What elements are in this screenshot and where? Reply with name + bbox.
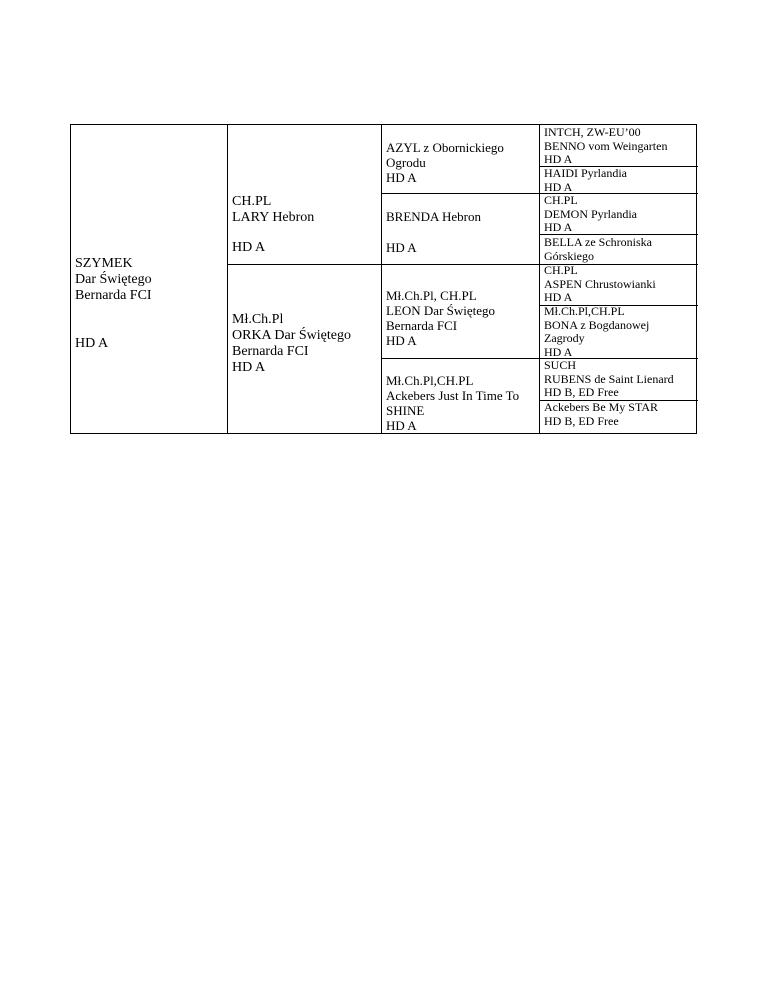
ggp-line: Mł.Ch.Pl,CH.PL: [544, 304, 625, 318]
ggp-line: BELLA ze Schroniska: [544, 235, 652, 249]
dam-line: HD A: [232, 360, 266, 375]
ggp-line: HAIDI Pyrlandia: [544, 166, 627, 180]
granddam-maternal: [386, 373, 519, 433]
ggp-line: INTCH, ZW-EU’00: [544, 125, 641, 139]
sire-title: CH.PL: [232, 194, 272, 209]
granddam-paternal-name: BRENDA Hebron: [386, 209, 481, 224]
ggp-line: HD A: [544, 179, 573, 194]
ggp-line: SUCH: [544, 358, 577, 372]
ggp-line: DEMON Pyrlandia: [544, 206, 637, 221]
column-divider: [227, 125, 228, 433]
grandsire-maternal-line: Bernarda FCI: [386, 318, 458, 333]
dog-name-line: Dar Świętego: [75, 272, 152, 287]
sire-entry: [232, 194, 314, 226]
granddam-paternal-health: HD A: [386, 240, 417, 255]
grandsire-paternal: [386, 140, 504, 185]
sire-name: LARY Hebron: [232, 210, 315, 225]
ggp-line: HD B, ED Free: [544, 413, 619, 428]
dog-name-line: SZYMEK: [75, 256, 133, 271]
ggp-line: Ackebers Be My STAR: [544, 400, 659, 414]
grandsire-maternal-line: LEON Dar Świętego: [386, 303, 496, 318]
ggp-line: BONA z Bogdanowej: [544, 317, 650, 332]
row-divider: [381, 264, 539, 265]
grandsire-maternal: [386, 288, 495, 348]
grandsire-paternal-line: HD A: [386, 170, 417, 185]
granddam-maternal-line: SHINE: [386, 403, 425, 418]
row-divider: [381, 193, 539, 194]
pedigree-table: [70, 124, 697, 434]
ggp-line: BENNO vom Weingarten: [544, 138, 668, 153]
granddam-maternal-line: HD A: [386, 418, 417, 433]
grandsire-maternal-line: Mł.Ch.Pl, CH.PL: [386, 288, 477, 303]
granddam-maternal-line: Mł.Ch.Pl,CH.PL: [386, 373, 474, 388]
great-grandparent-7: [544, 359, 674, 400]
great-grandparent-2: [544, 167, 627, 194]
ggp-line: Zagrody: [544, 331, 585, 345]
ggp-line: HD A: [544, 344, 573, 359]
great-grandparent-8: [544, 401, 658, 428]
ggp-line: HD A: [544, 152, 573, 166]
ggp-line: HD A: [544, 220, 573, 234]
dog-health: HD A: [75, 336, 109, 351]
great-grandparent-1: [544, 126, 667, 167]
sire-health: HD A: [232, 240, 266, 255]
grandsire-paternal-line: AZYL z Obornickiego: [386, 140, 504, 155]
dam-line: Bernarda FCI: [232, 344, 309, 359]
dog-name: [75, 256, 152, 304]
great-grandparent-5: [544, 264, 656, 305]
dam-line: Mł.Ch.Pl: [232, 312, 284, 327]
ggp-line: HD A: [544, 290, 573, 304]
ggp-line: CH.PL: [544, 263, 578, 277]
dam-line: ORKA Dar Świętego: [232, 328, 351, 343]
column-divider: [539, 125, 540, 433]
ggp-line: HD B, ED Free: [544, 385, 619, 399]
grandsire-maternal-line: HD A: [386, 333, 417, 348]
row-divider: [227, 264, 381, 265]
ggp-line: Górskiego: [544, 248, 594, 263]
column-divider: [381, 125, 382, 433]
great-grandparent-4: [544, 236, 652, 263]
ggp-line: ASPEN Chrustowianki: [544, 276, 656, 291]
ggp-line: CH.PL: [544, 193, 578, 207]
grandsire-paternal-line: Ogrodu: [386, 155, 426, 170]
row-divider: [381, 358, 539, 359]
dog-name-line: Bernarda FCI: [75, 288, 152, 303]
dam-entry: [232, 312, 351, 376]
great-grandparent-6: [544, 305, 649, 359]
ggp-line: RUBENS de Saint Lienard: [544, 371, 674, 386]
granddam-maternal-line: Ackebers Just In Time To: [386, 388, 520, 403]
great-grandparent-3: [544, 194, 637, 235]
